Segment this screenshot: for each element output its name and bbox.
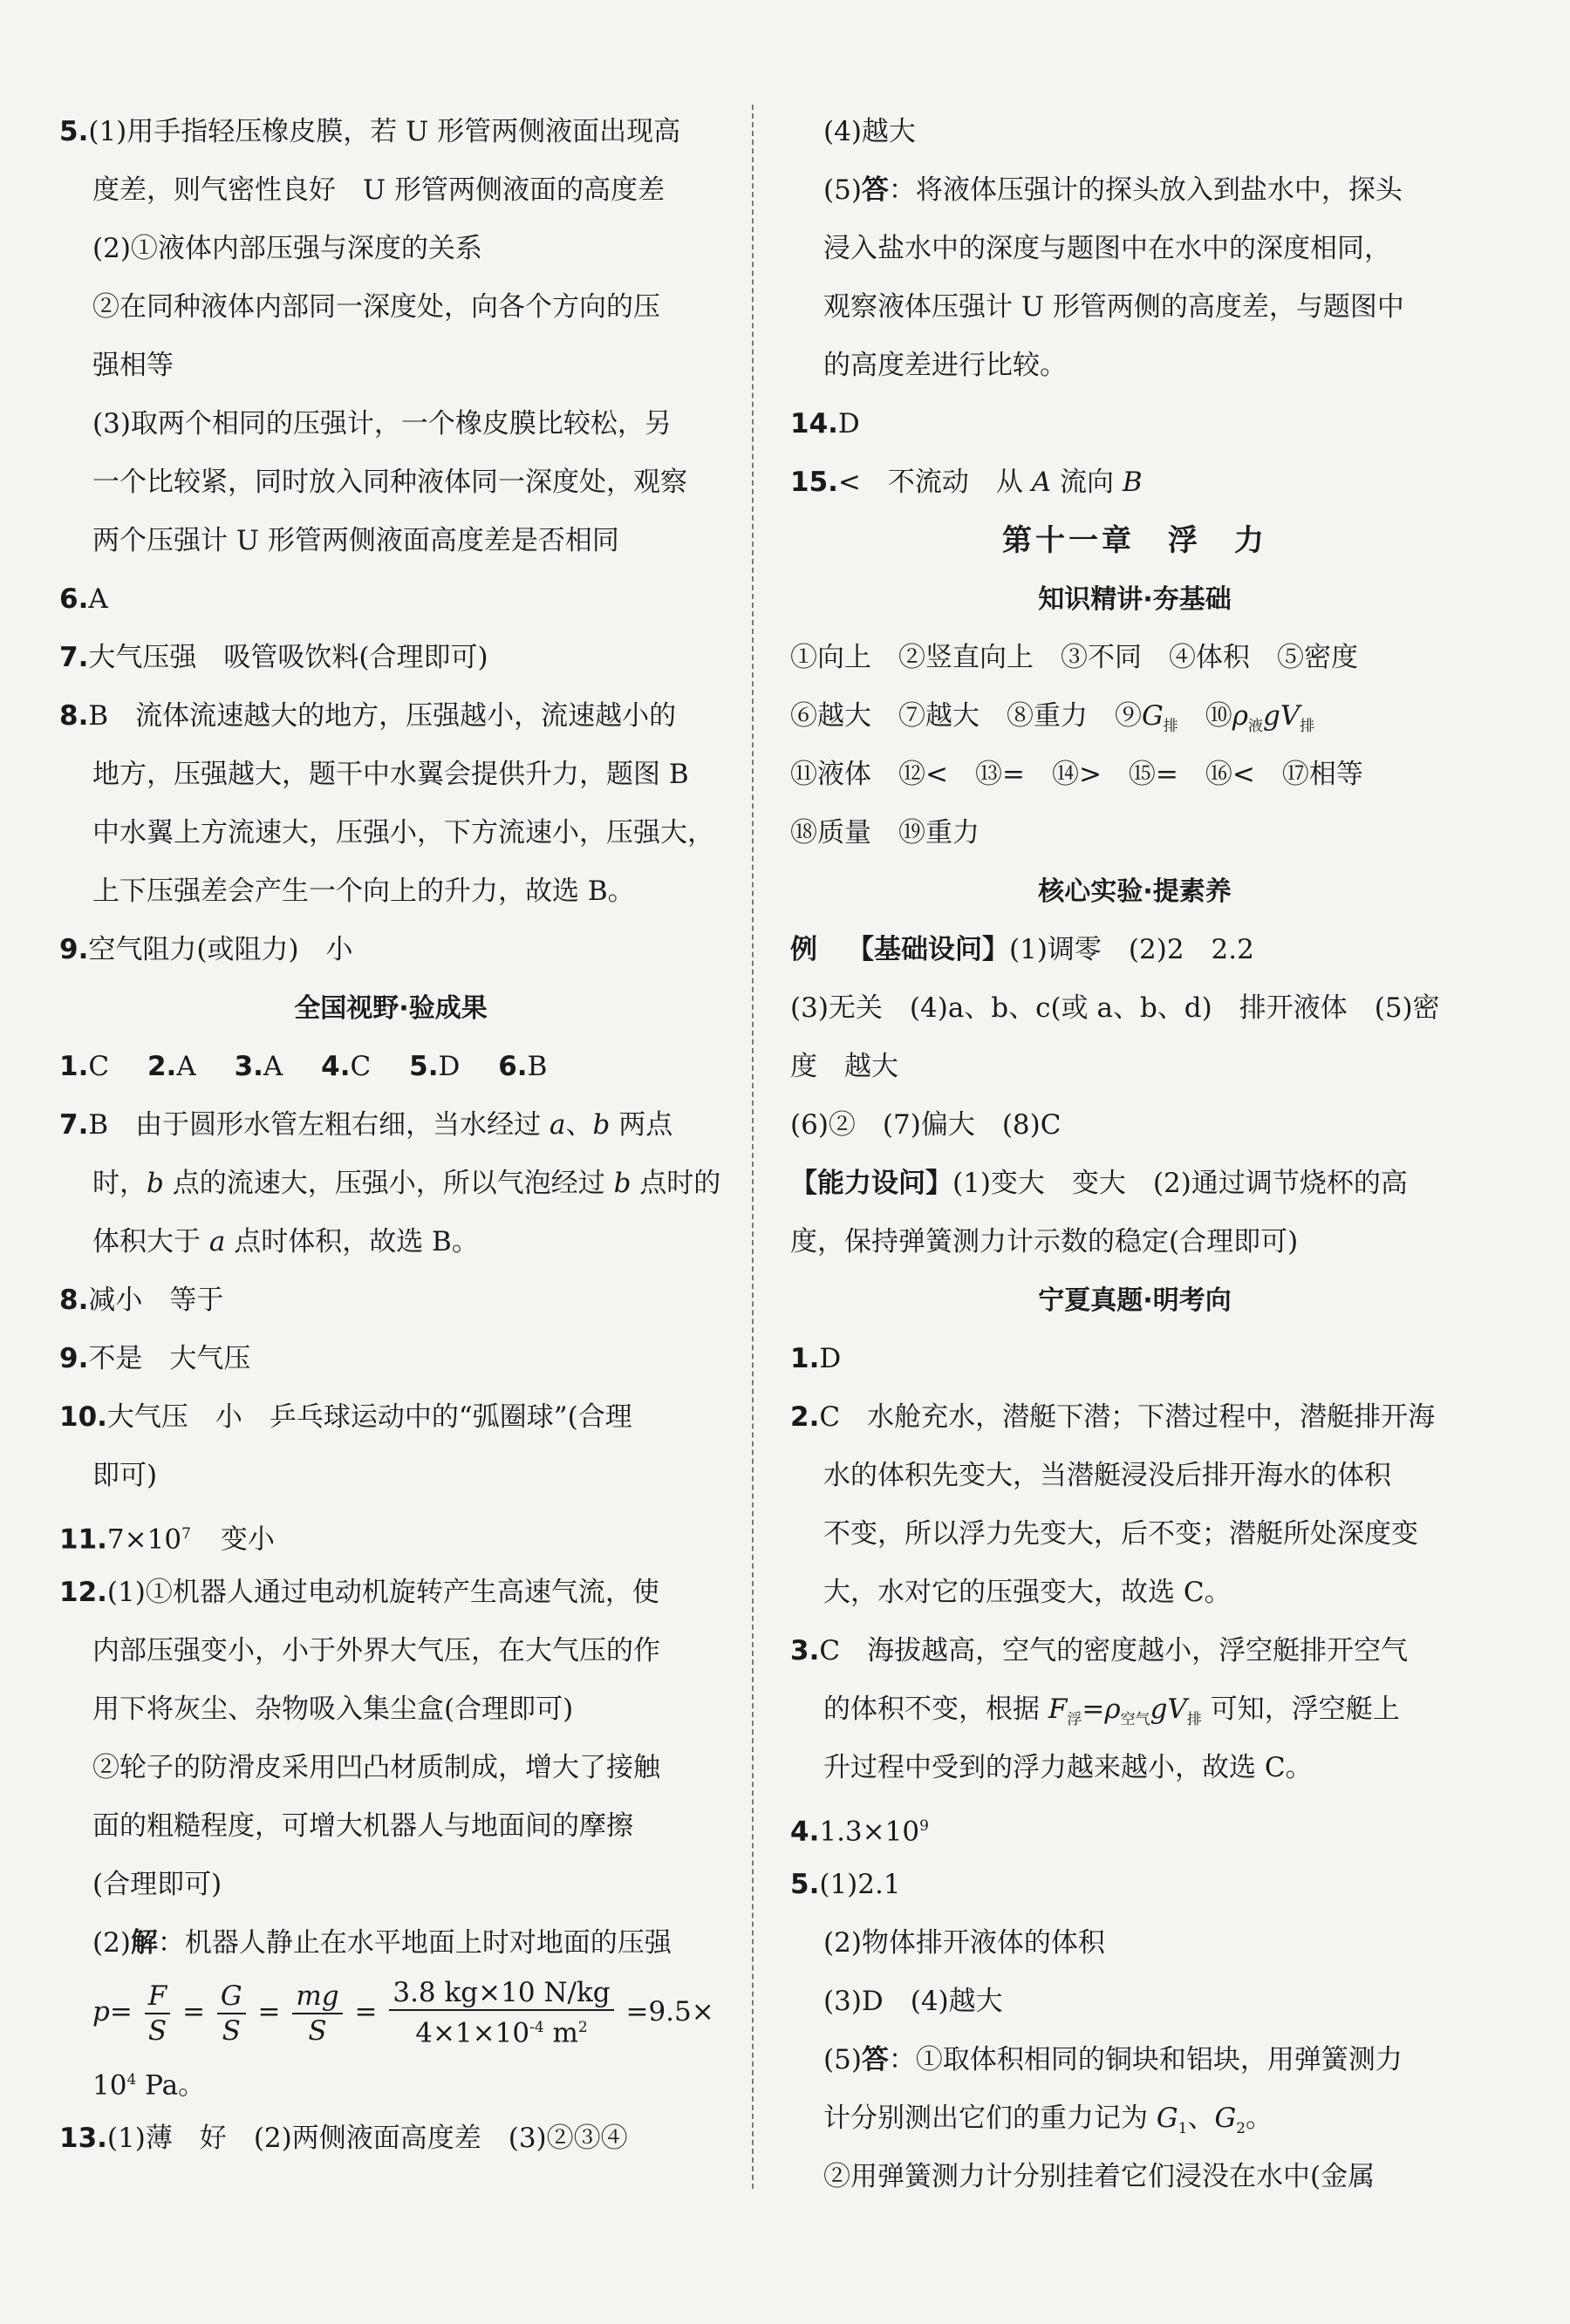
real-answer-5-line-4: (5)答：①取体积相同的铜块和铝块，用弹簧测力 <box>823 2044 1403 2075</box>
knowledge-line-4: ⑱质量 ⑲重力 <box>790 817 980 848</box>
answer-11: $11.7\times 10^7$ 变小 <box>59 1523 275 1556</box>
knowledge-line-1: ①向上 ②竖直向上 ③不同 ④体积 ⑤密度 <box>790 642 1358 673</box>
answer-8-line-4: 上下压强差会产生一个向上的升力，故选 B。 <box>92 876 635 907</box>
answer-12-line-4: ②轮子的防滑皮采用凹凸材质制成，增大了接触 <box>92 1752 660 1783</box>
real-answer-5-line-5: 计分别测出它们的重力记为 $G_1$、$G_2$。 <box>823 2103 1273 2138</box>
answer-6: 6.A <box>59 583 108 615</box>
answer-13-cont-line-3: 浸入盐水中的深度与题图中在水中的深度相同， <box>823 233 1391 264</box>
answer-13: 13.(1)薄 好 (2)两侧液面高度差 (3)②③④ <box>59 2123 628 2154</box>
section-heading-national: 全国视野·验成果 <box>294 993 488 1024</box>
real-answer-3-line-2: 的体积不变，根据 $F_浮=\rho_{空气}gV_排$ 可知，浮空艇上 <box>823 1694 1400 1729</box>
real-answer-2-line-4: 大，水对它的压强变大，故选 C。 <box>823 1577 1232 1608</box>
answer-7b-line-2: 时，b 点的流速大，压强小，所以气泡经过 b 点时的 <box>92 1168 721 1199</box>
answer-12-result: $10^4$ Pa。 <box>92 2069 206 2102</box>
answer-9b: 9.不是 大气压 <box>59 1343 251 1374</box>
experiment-line-3: 度 越大 <box>790 1051 898 1082</box>
real-answer-3-line-1: 3.C 海拔越高，空气的密度越小，浮空艇排开空气 <box>790 1635 1409 1666</box>
answer-5-line-8: 两个压强计 U 形管两侧液面高度差是否相同 <box>92 525 619 556</box>
real-answer-2-line-3: 不变，所以浮力先变大，后不变；潜艇所处深度变 <box>823 1518 1418 1550</box>
answer-8-line-1: 8.B 流体流速越大的地方，压强越小，流速越小的 <box>59 700 677 732</box>
answer-13-cont-line-2: (5)答：将液体压强计的探头放入到盐水中，探头 <box>823 174 1403 206</box>
answer-12-line-1: 12.(1)①机器人通过电动机旋转产生高速气流，使 <box>59 1577 659 1608</box>
answer-8-line-3: 中水翼上方流速大，压强小，下方流速小，压强大， <box>92 817 714 848</box>
section-heading-ningxia: 宁夏真题·明考向 <box>1038 1285 1232 1316</box>
real-answer-4: $4.1.3\times 10^9$ <box>790 1816 929 1848</box>
real-answer-3-line-3: 升过程中受到的浮力越来越小，故选 C。 <box>823 1752 1313 1783</box>
answer-7: 7.大气压强 吸管吸饮料(合理即可) <box>59 642 488 673</box>
experiment-line-2: (3)无关 (4)a、b、c(或 a、b、d) 排开液体 (5)密 <box>790 992 1440 1024</box>
experiment-line-5: 【能力设问】(1)变大 变大 (2)通过调节烧杯的高 <box>790 1168 1408 1199</box>
chapter-title: 第十一章 浮 力 <box>1002 523 1267 558</box>
answer-12-line-2: 内部压强变小，小于外界大气压，在大气压的作 <box>92 1635 660 1666</box>
real-answer-5-line-3: (3)D (4)越大 <box>823 1986 1003 2017</box>
answer-5-line-1: 5.(1)用手指轻压橡皮膜，若 U 形管两侧液面出现高 <box>59 116 681 147</box>
answer-5-line-3: (2)①液体内部压强与深度的关系 <box>92 233 482 264</box>
answer-14: 14.D <box>790 408 860 440</box>
answer-13-cont-line-5: 的高度差进行比较。 <box>823 350 1067 381</box>
answer-13-cont-line-4: 观察液体压强计 U 形管两侧的高度差，与题图中 <box>823 291 1404 323</box>
column-divider <box>752 105 754 2189</box>
answer-8-line-2: 地方，压强越大，题干中水翼会提供升力，题图 B <box>92 759 689 790</box>
answer-12-line-7: (2)解：机器人静止在水平地面上时对地面的压强 <box>92 1927 672 1959</box>
answer-12-line-6: (合理即可) <box>92 1869 222 1900</box>
answer-7b-line-3: 体积大于 a 点时体积，故选 B。 <box>92 1226 479 1257</box>
right-column <box>790 103 1479 2206</box>
answer-12-line-3: 用下将灰尘、杂物吸入集尘盒(合理即可) <box>92 1694 574 1725</box>
pressure-formula: p= $\frac{F}{S}$ = $\frac{G}{S}$ = $\frac{mg}{S}$ = $\frac{3.8 kg\times 10 N/kg}{4\times 1\times 10^{-4} m^2}$ =9.5× <box>92 1977 714 2049</box>
knowledge-line-3: ⑪液体 ⑫< ⑬= ⑭> ⑮= ⑯< ⑰相等 <box>790 759 1363 790</box>
answer-9: 9.空气阻力(或阻力) 小 <box>59 934 353 965</box>
real-answer-2-line-2: 水的体积先变大，当潜艇浸没后排开海水的体积 <box>823 1460 1391 1491</box>
multiple-choice-row: 1.C 2.A 3.A 4.C 5.D 6.B <box>59 1051 548 1082</box>
answer-5-line-6: (3)取两个相同的压强计，一个橡皮膜比较松，另 <box>92 408 672 440</box>
answer-12-line-5: 面的粗糙程度，可增大机器人与地面间的摩擦 <box>92 1810 633 1842</box>
answer-5-line-4: ②在同种液体内部同一深度处，向各个方向的压 <box>92 291 660 323</box>
answer-13-cont-line-1: (4)越大 <box>823 116 916 147</box>
answer-5-line-2: 度差，则气密性良好 U 形管两侧液面的高度差 <box>92 174 665 206</box>
fraction-numeric: $\frac{3.8 kg\times 10 N/kg}{4\times 1\times 10^{-4} m^2}$ <box>389 1976 613 2049</box>
fraction-mg-over-S: $\frac{mg}{S}$ <box>292 1980 342 2048</box>
answer-7b-line-1: 7.B 由于圆形水管左粗右细，当水经过 a、b 两点 <box>59 1109 673 1141</box>
answer-8b: 8.减小 等于 <box>59 1285 224 1316</box>
fraction-F-over-S: $\frac{F}{S}$ <box>145 1980 171 2048</box>
real-answer-5-line-1: 5.(1)2.1 <box>790 1869 901 1900</box>
real-answer-5-line-6: ②用弹簧测力计分别挂着它们浸没在水中(金属 <box>823 2161 1375 2192</box>
real-answer-5-line-2: (2)物体排开液体的体积 <box>823 1927 1105 1959</box>
knowledge-line-2: ⑥越大 ⑦越大 ⑧重力 $⑨G_排$ $⑩\rho_液gV_排$ <box>790 700 1315 736</box>
real-answer-2-line-1: 2.C 水舱充水，潜艇下潜；下潜过程中，潜艇排开海 <box>790 1401 1436 1433</box>
answer-15: 15.< 不流动 从 A 流向 B <box>790 467 1143 498</box>
answer-5-line-5: 强相等 <box>92 350 174 381</box>
experiment-line-6: 度，保持弹簧测力计示数的稳定(合理即可) <box>790 1226 1299 1257</box>
experiment-line-1: 例 【基础设问】(1)调零 (2)2 2.2 <box>790 934 1254 965</box>
answer-5-line-7: 一个比较紧，同时放入同种液体同一深度处，观察 <box>92 467 687 498</box>
real-answer-1: 1.D <box>790 1343 842 1374</box>
experiment-line-4: (6)② (7)偏大 (8)C <box>790 1109 1061 1141</box>
fraction-G-over-S: $\frac{G}{S}$ <box>217 1980 246 2048</box>
answer-10-line-2: 即可) <box>92 1460 158 1491</box>
section-heading-knowledge: 知识精讲·夯基础 <box>1038 584 1232 615</box>
section-heading-core: 核心实验·提素养 <box>1038 876 1232 907</box>
left-column <box>59 103 722 2168</box>
answer-10-line-1: 10.大气压 小 乒乓球运动中的“弧圈球”(合理 <box>59 1401 632 1433</box>
